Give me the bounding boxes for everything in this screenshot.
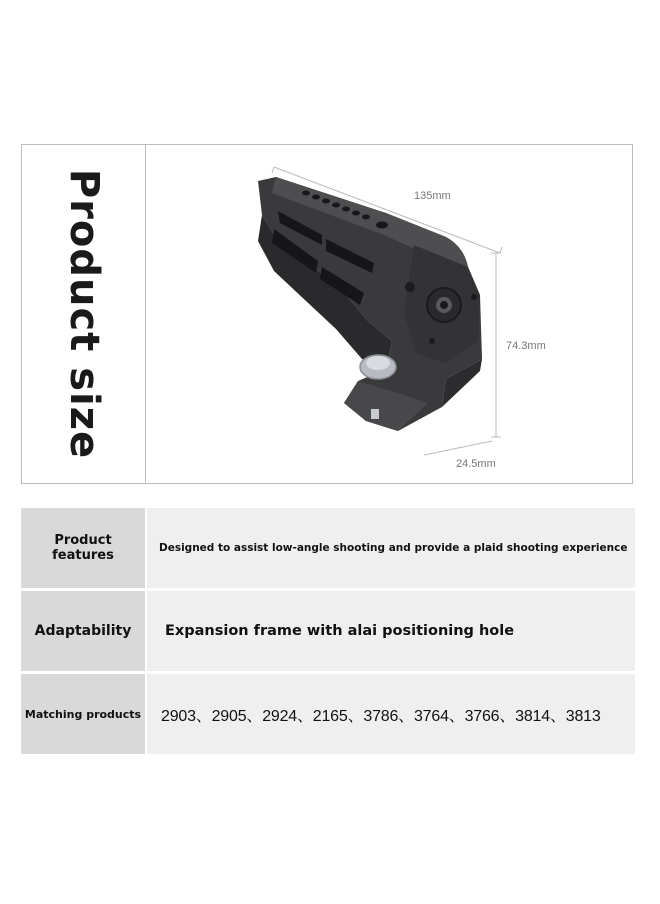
spec-row-product-features (21, 508, 635, 588)
product-diagram (146, 145, 632, 483)
spec-row-adaptability (21, 591, 635, 671)
product-size-label-cell (22, 145, 146, 483)
spec-label: Adaptability (21, 591, 145, 671)
spec-value: Expansion frame with alai positioning hole (147, 591, 635, 671)
spec-row-matching-products (21, 674, 635, 754)
product-size-panel (21, 144, 633, 484)
spec-label: Matching products (21, 674, 145, 754)
camera-handle-image (258, 177, 482, 431)
spec-label: Product features (21, 508, 145, 588)
specs-table (21, 508, 635, 757)
product-size-label: Product size (60, 168, 107, 460)
width-dimension-line (424, 441, 492, 455)
spec-value: Designed to assist low-angle shooting and provide a plaid shooting experience (147, 508, 635, 588)
width-dimension-text: 24.5mm (456, 458, 496, 470)
length-dimension-text: 135mm (414, 190, 451, 202)
spec-value: 2903、2905、2924、2165、3786、3764、3766、3814、3813 (147, 674, 635, 754)
height-dimension-text: 74.3mm (506, 340, 546, 352)
